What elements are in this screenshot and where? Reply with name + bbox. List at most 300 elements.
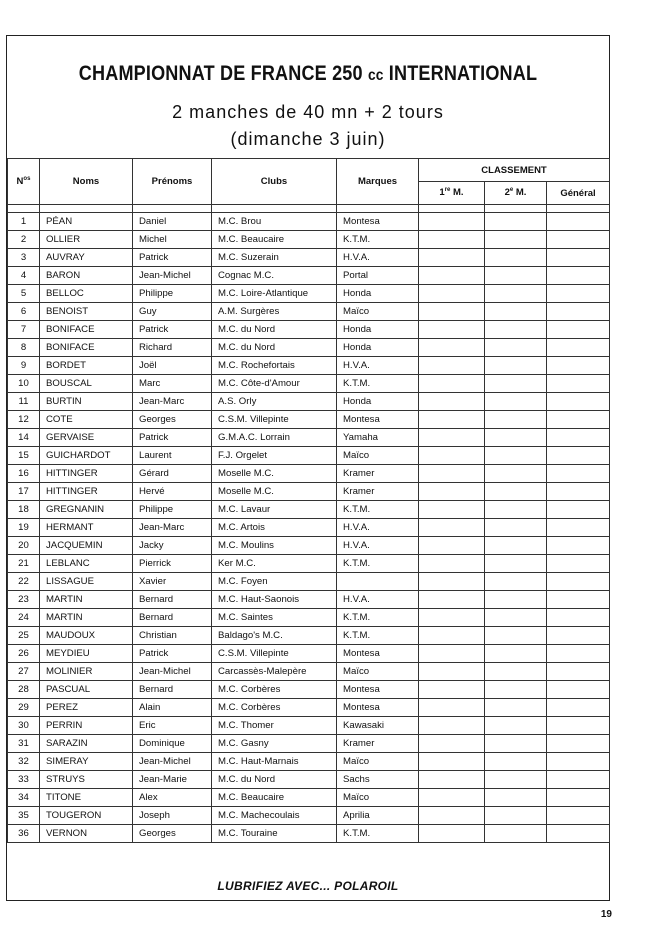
cell-prenom: Jean-Michel bbox=[133, 663, 212, 681]
cell-num: 11 bbox=[8, 393, 40, 411]
cell-club: Moselle M.C. bbox=[212, 483, 337, 501]
cell-prenom: Bernard bbox=[133, 591, 212, 609]
cell-prenom: Jean-Marc bbox=[133, 519, 212, 537]
cell-prenom: Patrick bbox=[133, 645, 212, 663]
cell-marque: Honda bbox=[337, 393, 419, 411]
cell-marque: H.V.A. bbox=[337, 357, 419, 375]
cell-m2 bbox=[485, 555, 547, 573]
cell-club: C.S.M. Villepinte bbox=[212, 645, 337, 663]
cell-prenom: Eric bbox=[133, 717, 212, 735]
cell-club: M.C. Beaucaire bbox=[212, 231, 337, 249]
table-row bbox=[8, 501, 610, 519]
cell-club: M.C. Brou bbox=[212, 213, 337, 231]
cell-prenom: Gérard bbox=[133, 465, 212, 483]
cell-marque: K.T.M. bbox=[337, 375, 419, 393]
entry-list-table bbox=[7, 158, 610, 843]
table-row bbox=[8, 591, 610, 609]
cell-club: M.C. Foyen bbox=[212, 573, 337, 591]
cell-marque: Maïco bbox=[337, 447, 419, 465]
cell-prenom: Jacky bbox=[133, 537, 212, 555]
cell-m1 bbox=[419, 537, 485, 555]
cell-club: M.C. Saintes bbox=[212, 609, 337, 627]
cell-general bbox=[547, 681, 610, 699]
cell-m1 bbox=[419, 735, 485, 753]
cell-nom: MOLINIER bbox=[40, 663, 133, 681]
cell-nom: COTE bbox=[40, 411, 133, 429]
cell-marque: Kramer bbox=[337, 465, 419, 483]
cell-num: 23 bbox=[8, 591, 40, 609]
cell-club: M.C. Beaucaire bbox=[212, 789, 337, 807]
cell-m2 bbox=[485, 807, 547, 825]
cell-num: 15 bbox=[8, 447, 40, 465]
cell-nom: GREGNANIN bbox=[40, 501, 133, 519]
table-row bbox=[8, 393, 610, 411]
cell-club: M.C. du Nord bbox=[212, 339, 337, 357]
cell-num: 10 bbox=[8, 375, 40, 393]
cell-nom: MARTIN bbox=[40, 591, 133, 609]
cell-marque: Yamaha bbox=[337, 429, 419, 447]
cell-m1 bbox=[419, 429, 485, 447]
col-header-general: Général bbox=[547, 182, 610, 205]
cell-prenom: Dominique bbox=[133, 735, 212, 753]
cell-marque: Montesa bbox=[337, 411, 419, 429]
table-row bbox=[8, 753, 610, 771]
cell-nom: OLLIER bbox=[40, 231, 133, 249]
cell-num: 1 bbox=[8, 213, 40, 231]
cell-m1 bbox=[419, 573, 485, 591]
cell-m1 bbox=[419, 357, 485, 375]
cell-prenom: Joseph bbox=[133, 807, 212, 825]
cell-m1 bbox=[419, 393, 485, 411]
cell-num: 36 bbox=[8, 825, 40, 843]
cell-m2 bbox=[485, 609, 547, 627]
cell-prenom: Michel bbox=[133, 231, 212, 249]
cell-club: Ker M.C. bbox=[212, 555, 337, 573]
cell-nom: VERNON bbox=[40, 825, 133, 843]
cell-general bbox=[547, 285, 610, 303]
cell-marque: Honda bbox=[337, 285, 419, 303]
cell-m1 bbox=[419, 663, 485, 681]
cell-num: 33 bbox=[8, 771, 40, 789]
table-row bbox=[8, 249, 610, 267]
cell-m1 bbox=[419, 213, 485, 231]
cell-marque: Montesa bbox=[337, 699, 419, 717]
page-title: CHAMPIONNAT DE FRANCE 250 cc INTERNATIONAL bbox=[78, 62, 538, 85]
cell-club: M.C. Gasny bbox=[212, 735, 337, 753]
table-row bbox=[8, 573, 610, 591]
cell-marque: Aprilia bbox=[337, 807, 419, 825]
cell-nom: BOUSCAL bbox=[40, 375, 133, 393]
cell-club: A.S. Orly bbox=[212, 393, 337, 411]
cell-m1 bbox=[419, 627, 485, 645]
table-row bbox=[8, 519, 610, 537]
cell-prenom: Patrick bbox=[133, 249, 212, 267]
cell-m2 bbox=[485, 393, 547, 411]
cell-nom: PERRIN bbox=[40, 717, 133, 735]
cell-prenom: Georges bbox=[133, 825, 212, 843]
cell-general bbox=[547, 753, 610, 771]
cell-m1 bbox=[419, 699, 485, 717]
col-header-nom: Noms bbox=[40, 159, 133, 205]
cell-m1 bbox=[419, 681, 485, 699]
cell-m2 bbox=[485, 231, 547, 249]
table-row bbox=[8, 411, 610, 429]
cell-club: M.C. Artois bbox=[212, 519, 337, 537]
cell-prenom: Daniel bbox=[133, 213, 212, 231]
cell-marque: Maïco bbox=[337, 789, 419, 807]
cell-club: Moselle M.C. bbox=[212, 465, 337, 483]
cell-num: 29 bbox=[8, 699, 40, 717]
cell-marque: Portal bbox=[337, 267, 419, 285]
cell-club: G.M.A.C. Lorrain bbox=[212, 429, 337, 447]
cell-m1 bbox=[419, 375, 485, 393]
cell-m2 bbox=[485, 771, 547, 789]
cell-num: 35 bbox=[8, 807, 40, 825]
cell-num: 9 bbox=[8, 357, 40, 375]
cell-club: M.C. Moulins bbox=[212, 537, 337, 555]
cell-m1 bbox=[419, 465, 485, 483]
table-row bbox=[8, 771, 610, 789]
page-number: 19 bbox=[600, 909, 612, 920]
cell-club: M.C. Corbères bbox=[212, 699, 337, 717]
cell-num: 25 bbox=[8, 627, 40, 645]
cell-marque: K.T.M. bbox=[337, 501, 419, 519]
cell-prenom: Guy bbox=[133, 303, 212, 321]
cell-general bbox=[547, 663, 610, 681]
cell-m1 bbox=[419, 825, 485, 843]
cell-prenom: Alex bbox=[133, 789, 212, 807]
cell-club: M.C. Thomer bbox=[212, 717, 337, 735]
cell-general bbox=[547, 807, 610, 825]
cell-nom: HERMANT bbox=[40, 519, 133, 537]
cell-club: Carcassès-Malepère bbox=[212, 663, 337, 681]
cell-general bbox=[547, 339, 610, 357]
cell-m2 bbox=[485, 411, 547, 429]
cell-m2 bbox=[485, 429, 547, 447]
cell-num: 16 bbox=[8, 465, 40, 483]
cell-club: M.C. Corbères bbox=[212, 681, 337, 699]
cell-m2 bbox=[485, 681, 547, 699]
cell-m2 bbox=[485, 645, 547, 663]
cell-marque: K.T.M. bbox=[337, 825, 419, 843]
cell-nom: TITONE bbox=[40, 789, 133, 807]
table-row bbox=[8, 267, 610, 285]
table-row bbox=[8, 285, 610, 303]
cell-general bbox=[547, 321, 610, 339]
cell-nom: MARTIN bbox=[40, 609, 133, 627]
cell-general bbox=[547, 555, 610, 573]
cell-club: Cognac M.C. bbox=[212, 267, 337, 285]
cell-general bbox=[547, 429, 610, 447]
cell-prenom: Laurent bbox=[133, 447, 212, 465]
cell-m1 bbox=[419, 285, 485, 303]
cell-general bbox=[547, 771, 610, 789]
cell-prenom: Christian bbox=[133, 627, 212, 645]
cell-m1 bbox=[419, 447, 485, 465]
cell-nom: PEREZ bbox=[40, 699, 133, 717]
cell-marque: Montesa bbox=[337, 213, 419, 231]
cell-club: M.C. du Nord bbox=[212, 771, 337, 789]
cell-m2 bbox=[485, 789, 547, 807]
col-header-club: Clubs bbox=[212, 159, 337, 205]
cell-club: M.C. Haut-Saonois bbox=[212, 591, 337, 609]
cell-general bbox=[547, 627, 610, 645]
cell-m2 bbox=[485, 483, 547, 501]
race-format: 2 manches de 40 mn + 2 tours bbox=[172, 102, 444, 122]
race-date: (dimanche 3 juin) bbox=[230, 129, 386, 149]
cell-general bbox=[547, 501, 610, 519]
table-row bbox=[8, 357, 610, 375]
table-row bbox=[8, 825, 610, 843]
cell-nom: BONIFACE bbox=[40, 321, 133, 339]
cell-club: M.C. Rochefortais bbox=[212, 357, 337, 375]
cell-m2 bbox=[485, 519, 547, 537]
cell-num: 14 bbox=[8, 429, 40, 447]
cell-club: F.J. Orgelet bbox=[212, 447, 337, 465]
cell-marque: Kawasaki bbox=[337, 717, 419, 735]
cell-m1 bbox=[419, 591, 485, 609]
cell-prenom: Richard bbox=[133, 339, 212, 357]
advert-footer: LUBRIFIEZ AVEC... POLAROIL bbox=[217, 879, 399, 893]
cell-nom: GUICHARDOT bbox=[40, 447, 133, 465]
cell-nom: GERVAISE bbox=[40, 429, 133, 447]
cell-m2 bbox=[485, 591, 547, 609]
cell-num: 22 bbox=[8, 573, 40, 591]
cell-general bbox=[547, 231, 610, 249]
cell-general bbox=[547, 645, 610, 663]
header-gap-row bbox=[8, 205, 610, 213]
cell-m2 bbox=[485, 825, 547, 843]
cell-m1 bbox=[419, 717, 485, 735]
cell-nom: MEYDIEU bbox=[40, 645, 133, 663]
cell-num: 18 bbox=[8, 501, 40, 519]
cell-nom: STRUYS bbox=[40, 771, 133, 789]
cell-marque: K.T.M. bbox=[337, 609, 419, 627]
cell-nom: TOUGERON bbox=[40, 807, 133, 825]
cell-m1 bbox=[419, 411, 485, 429]
cell-general bbox=[547, 303, 610, 321]
cell-club: M.C. Côte-d'Amour bbox=[212, 375, 337, 393]
cell-num: 8 bbox=[8, 339, 40, 357]
cell-num: 21 bbox=[8, 555, 40, 573]
cell-m2 bbox=[485, 249, 547, 267]
cell-prenom: Jean-Marc bbox=[133, 393, 212, 411]
cell-m1 bbox=[419, 789, 485, 807]
cell-nom: BARON bbox=[40, 267, 133, 285]
cell-prenom: Bernard bbox=[133, 681, 212, 699]
cell-m1 bbox=[419, 645, 485, 663]
cell-nom: LISSAGUE bbox=[40, 573, 133, 591]
cell-m2 bbox=[485, 717, 547, 735]
cell-club: A.M. Surgères bbox=[212, 303, 337, 321]
cell-num: 12 bbox=[8, 411, 40, 429]
cell-general bbox=[547, 825, 610, 843]
cell-nom: PÉAN bbox=[40, 213, 133, 231]
cell-prenom: Patrick bbox=[133, 321, 212, 339]
cell-marque: K.T.M. bbox=[337, 627, 419, 645]
cell-marque: Honda bbox=[337, 321, 419, 339]
cell-general bbox=[547, 249, 610, 267]
cell-num: 2 bbox=[8, 231, 40, 249]
table-row bbox=[8, 807, 610, 825]
col-header-m2: 2e M. bbox=[485, 182, 547, 205]
cell-nom: BORDET bbox=[40, 357, 133, 375]
cell-general bbox=[547, 465, 610, 483]
cell-marque: Kramer bbox=[337, 483, 419, 501]
cell-club: M.C. Loire-Atlantique bbox=[212, 285, 337, 303]
cell-prenom: Philippe bbox=[133, 501, 212, 519]
col-header-marque: Marques bbox=[337, 159, 419, 205]
table-row bbox=[8, 645, 610, 663]
cell-m1 bbox=[419, 249, 485, 267]
cell-club: M.C. Haut-Marnais bbox=[212, 753, 337, 771]
table-row bbox=[8, 555, 610, 573]
table-row bbox=[8, 213, 610, 231]
cell-num: 28 bbox=[8, 681, 40, 699]
cell-marque bbox=[337, 573, 419, 591]
cell-marque: K.T.M. bbox=[337, 555, 419, 573]
cell-prenom: Georges bbox=[133, 411, 212, 429]
cell-m2 bbox=[485, 465, 547, 483]
cell-m1 bbox=[419, 267, 485, 285]
cell-num: 30 bbox=[8, 717, 40, 735]
table-row bbox=[8, 663, 610, 681]
table-row bbox=[8, 375, 610, 393]
cell-general bbox=[547, 519, 610, 537]
cell-m1 bbox=[419, 519, 485, 537]
table-row bbox=[8, 231, 610, 249]
cell-num: 31 bbox=[8, 735, 40, 753]
cell-m2 bbox=[485, 357, 547, 375]
table-row bbox=[8, 429, 610, 447]
cell-prenom: Bernard bbox=[133, 609, 212, 627]
cell-marque: Montesa bbox=[337, 681, 419, 699]
cell-m1 bbox=[419, 609, 485, 627]
cell-num: 4 bbox=[8, 267, 40, 285]
cell-m2 bbox=[485, 339, 547, 357]
col-header-prenom: Prénoms bbox=[133, 159, 212, 205]
table-row bbox=[8, 699, 610, 717]
cell-general bbox=[547, 447, 610, 465]
cell-num: 3 bbox=[8, 249, 40, 267]
table-row bbox=[8, 321, 610, 339]
table-row bbox=[8, 303, 610, 321]
cell-prenom: Xavier bbox=[133, 573, 212, 591]
cell-general bbox=[547, 411, 610, 429]
cell-marque: H.V.A. bbox=[337, 537, 419, 555]
cell-marque: K.T.M. bbox=[337, 231, 419, 249]
cell-num: 5 bbox=[8, 285, 40, 303]
cell-general bbox=[547, 573, 610, 591]
cell-nom: JACQUEMIN bbox=[40, 537, 133, 555]
cell-num: 34 bbox=[8, 789, 40, 807]
cell-nom: BELLOC bbox=[40, 285, 133, 303]
cell-prenom: Patrick bbox=[133, 429, 212, 447]
cell-prenom: Jean-Michel bbox=[133, 267, 212, 285]
table-row bbox=[8, 735, 610, 753]
cell-num: 6 bbox=[8, 303, 40, 321]
cell-nom: HITTINGER bbox=[40, 483, 133, 501]
cell-club: C.S.M. Villepinte bbox=[212, 411, 337, 429]
table-row bbox=[8, 717, 610, 735]
cell-m1 bbox=[419, 339, 485, 357]
cell-num: 19 bbox=[8, 519, 40, 537]
cell-m1 bbox=[419, 807, 485, 825]
cell-nom: BONIFACE bbox=[40, 339, 133, 357]
cell-prenom: Jean-Marie bbox=[133, 771, 212, 789]
cell-nom: LEBLANC bbox=[40, 555, 133, 573]
cell-general bbox=[547, 717, 610, 735]
cell-general bbox=[547, 609, 610, 627]
cell-general bbox=[547, 735, 610, 753]
cell-m1 bbox=[419, 483, 485, 501]
table-row bbox=[8, 789, 610, 807]
cell-marque: Maïco bbox=[337, 663, 419, 681]
cell-nom: BURTIN bbox=[40, 393, 133, 411]
cell-nom: MAUDOUX bbox=[40, 627, 133, 645]
cell-m2 bbox=[485, 735, 547, 753]
cell-m2 bbox=[485, 285, 547, 303]
cell-m2 bbox=[485, 573, 547, 591]
table-row bbox=[8, 339, 610, 357]
cell-m1 bbox=[419, 555, 485, 573]
cell-m1 bbox=[419, 771, 485, 789]
cell-m2 bbox=[485, 267, 547, 285]
cell-club: M.C. Suzerain bbox=[212, 249, 337, 267]
cell-prenom: Jean-Michel bbox=[133, 753, 212, 771]
cell-nom: HITTINGER bbox=[40, 465, 133, 483]
cell-general bbox=[547, 789, 610, 807]
cell-general bbox=[547, 483, 610, 501]
cell-m2 bbox=[485, 447, 547, 465]
cell-prenom: Alain bbox=[133, 699, 212, 717]
cell-club: M.C. du Nord bbox=[212, 321, 337, 339]
cell-club: M.C. Touraine bbox=[212, 825, 337, 843]
cell-num: 24 bbox=[8, 609, 40, 627]
cell-marque: Honda bbox=[337, 339, 419, 357]
cell-general bbox=[547, 699, 610, 717]
cell-m1 bbox=[419, 501, 485, 519]
cell-marque: Maïco bbox=[337, 753, 419, 771]
cell-nom: PASCUAL bbox=[40, 681, 133, 699]
cell-m2 bbox=[485, 537, 547, 555]
cell-general bbox=[547, 591, 610, 609]
cell-club: M.C. Lavaur bbox=[212, 501, 337, 519]
cell-m2 bbox=[485, 627, 547, 645]
table-row bbox=[8, 681, 610, 699]
col-header-classement: CLASSEMENT bbox=[419, 159, 610, 182]
table-row bbox=[8, 483, 610, 501]
cell-nom: AUVRAY bbox=[40, 249, 133, 267]
cell-general bbox=[547, 375, 610, 393]
cell-nom: SIMERAY bbox=[40, 753, 133, 771]
cell-general bbox=[547, 393, 610, 411]
cell-nom: SARAZIN bbox=[40, 735, 133, 753]
cell-general bbox=[547, 357, 610, 375]
cell-m2 bbox=[485, 303, 547, 321]
cell-num: 7 bbox=[8, 321, 40, 339]
cell-marque: H.V.A. bbox=[337, 591, 419, 609]
cell-general bbox=[547, 213, 610, 231]
cell-general bbox=[547, 537, 610, 555]
cell-prenom: Philippe bbox=[133, 285, 212, 303]
cell-num: 20 bbox=[8, 537, 40, 555]
cell-num: 17 bbox=[8, 483, 40, 501]
cell-prenom: Pierrick bbox=[133, 555, 212, 573]
cell-marque: Sachs bbox=[337, 771, 419, 789]
cell-m2 bbox=[485, 213, 547, 231]
col-header-m1: 1re M. bbox=[419, 182, 485, 205]
